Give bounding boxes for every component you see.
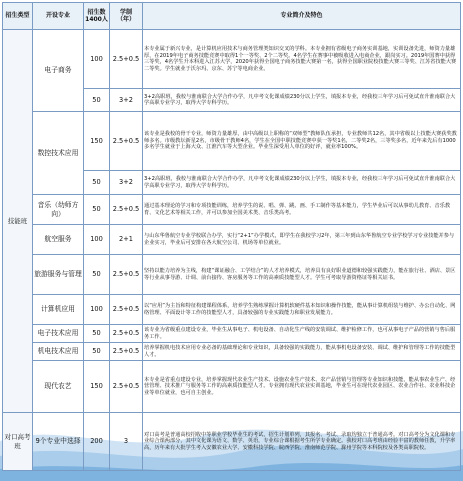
enrollment-plan-table: [2, 2, 461, 471]
header-features: 专业简介及特色: [143, 3, 461, 30]
description-cell: 该专业是我校的骨干专业，师资力量雄厚，由中高级以上职称的“双师型”教师队伍承担，专业教师共12名，其中省级以上技能大赛获奖教师多名。市级教坛新星2名，市级骨干教师4名，学生在全国中职技能竞赛中获一等奖1名，二等奖2名，三等奖多名，近年来先后有1000多名学生就业于上海大众、江淮汽车等大型企业。毕业生深受用人单位的好评，就业率100%。: [143, 112, 461, 171]
schooling-cell: 3: [110, 413, 143, 471]
schooling-cell: 2.5+0.5: [110, 112, 143, 171]
description-cell: 3+2高职班，我校与淮南联合大学合作办学，凡中考文化课成绩230分以上学生，填报本专业，经我校三年学习后可免试直升淮南联合大学高职专业学习，取得大学专科学历。: [143, 171, 461, 195]
description-cell: 本专业属于新兴专业，是计算机应用技术与商务管理类知识交叉的学科。本专业拥有省级电子商务实训基地，实训设备先进，师资力量雄厚，在2019年电子商务技能竞赛中取得1个一等奖、2个二等奖。4名学生在赛事中被吸收进入电商企业，跟岗实习。2019年国赛中获得三等奖，4名学生升本科进入江苏大学，2020年获得全国电子商务技能大赛第一名，获得全国职业院校技能大赛三等奖、江苏省技能大赛二等奖。学生就业于沃尔玛、京东、苏宁等电商企业。: [143, 30, 461, 89]
plan-cell: 100: [84, 225, 110, 255]
plan-cell: 150: [84, 361, 110, 413]
table-row: [3, 112, 461, 171]
table-row: [3, 343, 461, 361]
category-exam: 对口高考班: [3, 413, 33, 471]
plan-cell: 50: [84, 325, 110, 343]
header-schooling-unit: （年）: [116, 16, 135, 23]
major-cell: 航空服务: [33, 225, 84, 255]
major-cell: 电子技术应用: [33, 325, 84, 343]
table-row: [3, 325, 461, 343]
plan-cell: 50: [84, 255, 110, 295]
plan-cell: 100: [84, 295, 110, 325]
schooling-cell: 2.5+0.5: [110, 343, 143, 361]
header-plan-total: 1400人: [85, 16, 108, 23]
description-cell: 培养掌握机电技术应用专业必备的基础理论和专业知识，具备较强的实践能力，能从事机电设备安装、调试、维护和管理等工作的技能型人才。: [143, 343, 461, 361]
major-cell: 机电技术应用: [33, 343, 84, 361]
description-cell: 该专业为省级重点建设专业，毕业生从事电子、机电设备、自动化生产线的安装调试、维护检修工作，也可从事电子产品的营销与售后服务工作。: [143, 325, 461, 343]
table-row: [3, 295, 461, 325]
plan-cell: 50: [84, 195, 110, 225]
category-skill: 技能班: [3, 30, 33, 413]
major-cell: 旅游服务与管理: [33, 255, 84, 295]
major-cell: 计算机应用: [33, 295, 84, 325]
table-header-row: [3, 3, 461, 30]
table-row: [3, 195, 461, 225]
plan-cell: 100: [84, 30, 110, 89]
plan-cell: 50: [84, 343, 110, 361]
schooling-cell: 2.5+0.5: [110, 255, 143, 295]
header-plan: [84, 3, 110, 30]
schooling-cell: 3+2: [110, 171, 143, 195]
plan-cell: 200: [84, 413, 110, 471]
description-cell: 与山东华鲁航空专业学校联合办学，实行“2+1”办学模式，即学生在我校学习2年，第三年到山东华鲁航空专业学校学习专业技能并参与企业实习，毕业后可安排在各大航空公司、机场等单位就业。: [143, 225, 461, 255]
major-cell: 音乐（幼师方向）: [33, 195, 84, 225]
major-cell: 9个专业中选择: [33, 413, 84, 471]
header-schooling: [110, 3, 143, 30]
table-row: [3, 255, 461, 295]
major-cell: 数控技术应用: [33, 112, 84, 195]
description-cell: 坚持以能力培养为主线，构建“课证融合、工学结合”的人才培养模式，培养具有良好职业道德和较强实践能力，能在旅行社、酒店、景区等行业从事导游、计调、前台接待、客房服务等工作的高素质技能型人才。学生可考取导游资格证等相关证书。: [143, 255, 461, 295]
header-major: 开设专业: [33, 3, 84, 30]
plan-cell: 50: [84, 89, 110, 112]
major-cell: 电子商务: [33, 30, 84, 112]
description-cell: 对口高考是普通高校招收中等职业学校毕业生的考试，招生计划单列，其报名、考试、录取均独立于普通高考。对口高考分为文化课和专业综合课两部分，其中文化课为语文、数学、英语，专业综合课根据考生所学专业确定。我校对口高考班由经验丰富的教师任教，升学率高，历年来有大批学生考入安徽农业大学、安徽科技学院、皖西学院、淮南师范学院、滁州学院等本科院校及各类高职院校。: [143, 413, 461, 471]
schooling-cell: 2.5+0.5: [110, 361, 143, 413]
table-row: [3, 361, 461, 413]
header-schooling-label: 学制: [119, 8, 132, 16]
schooling-cell: 2+1: [110, 225, 143, 255]
description-cell: 以“应用”为主旨和特征构建课程体系，培养学生熟练掌握计算机软硬件基本知识和操作技能，能从事计算机组装与维护、办公自动化、网络管理、平面设计等工作的技能型人才，具备较强的专业实践能力和职业发展能力。: [143, 295, 461, 325]
major-cell: 现代农艺: [33, 361, 84, 413]
table-row: [3, 225, 461, 255]
schooling-cell: 2.5+0.5: [110, 195, 143, 225]
description-cell: 通过基本理论的学习和专项技能训练，培养学生的说、唱、弹、跳、画、手工制作等基本能力，学生毕业后可以从事幼儿教育、音乐教育、文化艺术等相关工作，并可以参加全国美术类、音乐类高考。: [143, 195, 461, 225]
header-plan-label: 招生数: [87, 8, 106, 16]
plan-cell: 50: [84, 171, 110, 195]
table-row: [3, 413, 461, 471]
plan-cell: 150: [84, 112, 110, 171]
description-cell: 本专业是省重点建设专业，培养掌握现代农业生产技术、设施农业生产技术、农产品营销与管理等专业知识和技能，能从事农业生产、经营管理、技术推广与服务等工作的高素质技能型人才。专业拥有现代农业实训基地，毕业生可在现代农业园区、农业合作社、农业科技企业等单位就业，也可自主创业。: [143, 361, 461, 413]
schooling-cell: 2.5+0.5: [110, 295, 143, 325]
table-row: [3, 30, 461, 89]
schooling-cell: 2.5+0.5: [110, 30, 143, 89]
schooling-cell: 3+2: [110, 89, 143, 112]
schooling-cell: 2.5+0.5: [110, 325, 143, 343]
header-category: 招生类型: [3, 3, 33, 30]
description-cell: 3+2高职班，我校与淮南联合大学合作办学，凡中考文化课成绩230分以上学生，填报本专业，经我校三年学习后可免试直升淮南联合大学高职专业学习，取得大学专科学历。: [143, 89, 461, 112]
